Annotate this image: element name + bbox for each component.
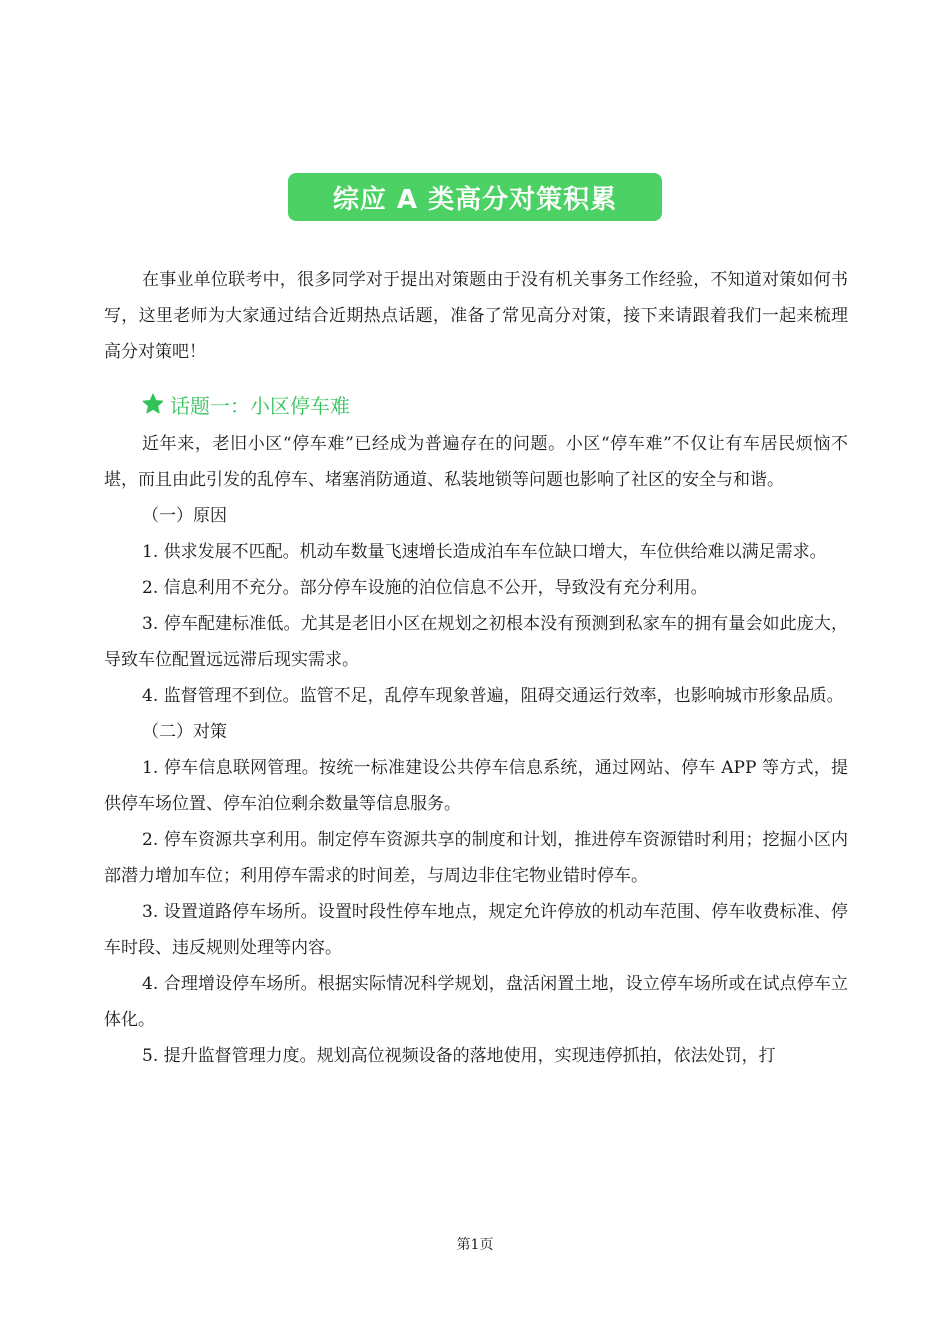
topic-intro-paragraph: 近年来，老旧小区“停车难”已经成为普遍存在的问题。小区“停车难”不仅让有车居民烦恼不堪，而且由此引发的乱停车、堵塞消防通道、私装地锁等问题也影响了社区的安全与和谐。	[104, 434, 848, 490]
topic-heading	[104, 384, 848, 424]
measure-item: 3. 设置道路停车场所。设置时段性停车地点，规定允许停放的机动车范围、停车收费标准、停车时段、违反规则处理等内容。	[104, 902, 848, 958]
cause-item: 2. 信息利用不充分。部分停车设施的泊位信息不公开，导致没有充分利用。	[142, 578, 708, 598]
measure-item: 1. 停车信息联网管理。按统一标准建设公共停车信息系统，通过网站、停车 APP 等方式，提供停车场位置、停车泊位剩余数量等信息服务。	[104, 758, 848, 814]
measure-item: 5. 提升监督管理力度。规划高位视频设备的落地使用，实现违停抓拍，依法处罚，打	[142, 1046, 776, 1066]
title-banner	[288, 173, 662, 221]
star-icon	[142, 393, 164, 415]
cause-item: 3. 停车配建标准低。尤其是老旧小区在规划之初根本没有预测到私家车的拥有量会如此庞大，导致车位配置远远滞后现实需求。	[104, 614, 848, 670]
measure-item: 4. 合理增设停车场所。根据实际情况科学规划，盘活闲置土地，设立停车场所或在试点停车立体化。	[104, 974, 848, 1030]
causes-heading: （一）原因	[142, 506, 227, 526]
topic-heading-text: 话题一：小区停车难	[170, 393, 350, 418]
measures-heading: （二）对策	[142, 722, 227, 742]
page-number: 第1页	[456, 1237, 494, 1253]
intro-paragraph: 在事业单位联考中，很多同学对于提出对策题由于没有机关事务工作经验，不知道对策如何书写，这里老师为大家通过结合近期热点话题，准备了常见高分对策，接下来请跟着我们一起来梳理高分对策吧！	[104, 270, 848, 362]
cause-item: 4. 监督管理不到位。监管不足，乱停车现象普遍，阻碍交通运行效率，也影响城市形象品质。	[142, 686, 844, 706]
cause-item: 1. 供求发展不匹配。机动车数量飞速增长造成泊车车位缺口增大，车位供给难以满足需求。	[142, 542, 827, 562]
measure-item: 2. 停车资源共享利用。制定停车资源共享的制度和计划，推进停车资源错时利用；挖掘小区内部潜力增加车位；利用停车需求的时间差，与周边非住宅物业错时停车。	[104, 830, 848, 886]
page-title: 综应 A 类高分对策积累	[332, 184, 618, 215]
document-body	[104, 262, 848, 1074]
